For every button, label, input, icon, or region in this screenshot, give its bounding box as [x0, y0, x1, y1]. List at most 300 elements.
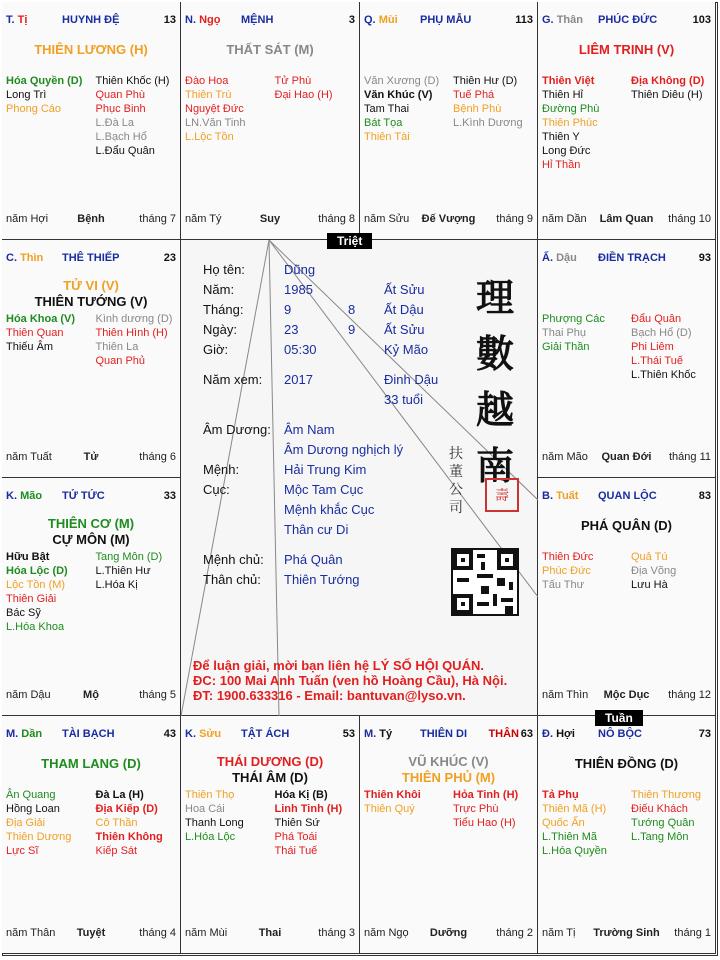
- contact-info: [193, 658, 507, 703]
- amduong-label: Âm Dương:: [203, 422, 271, 437]
- year-branch: năm Tuất: [6, 451, 52, 463]
- main-star: THIÊN ĐỒNG (D): [574, 756, 679, 771]
- lunar-month: tháng 6: [139, 451, 176, 463]
- star: Hoa Cái: [185, 803, 225, 815]
- palace-header: [542, 14, 711, 28]
- star: Thiên Khôi: [364, 789, 421, 801]
- star: Bệnh Phù: [453, 103, 502, 115]
- palace-header: [6, 252, 176, 266]
- palace-header: [6, 728, 176, 742]
- amduong-note: Âm Dương nghịch lý: [284, 442, 404, 457]
- palace-footer: [542, 451, 711, 465]
- palace-dau[interactable]: [538, 240, 716, 478]
- star: Lực Sĩ: [6, 845, 39, 857]
- star: Đào Hoa: [185, 75, 229, 87]
- view-year-canchi: Đinh Dậu: [384, 372, 439, 387]
- palace-can: Đ.: [542, 728, 553, 740]
- palace-name: TỬ TỨC: [62, 490, 105, 502]
- star: Thiên Diêu (H): [631, 89, 703, 101]
- minor-stars-left: [542, 312, 605, 354]
- palace-can: T.: [6, 14, 15, 26]
- star: Tam Thai: [364, 103, 410, 115]
- star: Đẩu Quân: [631, 313, 682, 325]
- life-stage: Trường Sinh: [593, 927, 660, 939]
- lunar-month: tháng 10: [668, 213, 711, 225]
- qr-code[interactable]: [451, 548, 519, 616]
- palace-footer: [364, 213, 533, 227]
- minor-stars-left: [6, 550, 68, 634]
- star: Thiên Quý: [364, 803, 415, 815]
- palace-footer: [6, 451, 176, 465]
- minor-stars-right: [275, 74, 333, 102]
- cuc-value: Mộc Tam Cục: [284, 482, 364, 497]
- star: L.Thái Tuế: [631, 355, 683, 367]
- star: Quan Phủ: [95, 355, 146, 367]
- year-branch: năm Dần: [542, 213, 587, 225]
- star: Lưu Hà: [631, 579, 668, 591]
- life-stage: Dưỡng: [429, 927, 468, 939]
- palace-header: [364, 14, 533, 28]
- palace-header: [185, 14, 355, 28]
- day-lunar: 9: [348, 322, 356, 337]
- palace-chi: Hợi: [556, 728, 575, 740]
- star: Quả Tú: [631, 551, 668, 563]
- star: Long Đức: [542, 145, 591, 157]
- palace-name: TÀI BẠCH: [62, 728, 115, 740]
- star: Đường Phù: [542, 103, 600, 115]
- star: Phá Toái: [274, 831, 318, 843]
- star: Địa Giải: [6, 817, 46, 829]
- year-branch: năm Ngọ: [364, 927, 409, 939]
- main-star: LIÊM TRINH (V): [578, 42, 675, 57]
- life-stage: Lâm Quan: [599, 213, 654, 225]
- star: Điếu Khách: [631, 803, 688, 815]
- main-star: THAM LANG (D): [41, 756, 141, 771]
- star: Tả Phụ: [542, 789, 579, 801]
- minor-stars-left: [6, 788, 71, 858]
- main-star: THIÊN PHỦ (M): [401, 770, 496, 785]
- center-panel: [181, 240, 538, 716]
- star: Tuế Phá: [453, 89, 495, 101]
- star: Đại Hao (H): [274, 89, 333, 101]
- star: LN.Văn Tinh: [185, 117, 246, 129]
- main-star: THIÊN LƯƠNG (H): [34, 42, 148, 57]
- star: Thiếu Âm: [6, 341, 54, 353]
- minor-stars-right: [96, 312, 173, 368]
- star: Thiên Phúc: [542, 117, 598, 129]
- palace-can: C.: [6, 252, 17, 264]
- star: L.Đà La: [95, 117, 135, 129]
- life-stage: Đế Vượng: [421, 213, 476, 225]
- main-star: VŨ KHÚC (V): [408, 754, 489, 769]
- palace-can: B.: [542, 490, 553, 502]
- year-branch: năm Thân: [6, 927, 56, 939]
- minor-stars-right: [453, 74, 523, 130]
- star: L.Thiên Hư: [95, 565, 151, 577]
- star: Bác Sỹ: [6, 607, 41, 619]
- minor-stars-right: [96, 788, 163, 858]
- palace-can: K.: [6, 490, 17, 502]
- age-value: 33 tuổi: [384, 392, 424, 407]
- star: Kiếp Sát: [95, 845, 138, 857]
- year-label: Năm:: [203, 282, 235, 297]
- amduong-value: Âm Nam: [284, 422, 335, 437]
- palace-thin[interactable]: [2, 240, 181, 478]
- palace-name: TẬT ÁCH: [241, 728, 290, 740]
- month-canchi: Ất Dậu: [384, 302, 424, 317]
- year-branch: năm Dậu: [6, 689, 51, 701]
- star: Thiên Quan: [6, 327, 64, 339]
- main-star: THIÊN CƠ (M): [47, 516, 135, 531]
- palace-ngo[interactable]: [181, 2, 360, 240]
- menhchu-value: Phá Quân: [284, 552, 343, 567]
- star: L.Kình Dương: [453, 117, 523, 129]
- minor-stars-right: [453, 788, 518, 830]
- palace-header: [364, 728, 533, 742]
- month-lunar: 8: [348, 302, 356, 317]
- life-stage: Thai: [258, 927, 282, 939]
- palace-can: K.: [185, 728, 196, 740]
- palace-footer: [185, 927, 355, 941]
- palace-number: 33: [163, 490, 176, 502]
- star: Thiên Khốc (H): [95, 75, 170, 87]
- palace-name: HUYNH ĐỆ: [62, 14, 120, 26]
- palace-header: [542, 490, 711, 504]
- star: Hóa Quyền (D): [6, 75, 83, 87]
- palace-name: THÊ THIẾP: [62, 252, 120, 264]
- minor-stars-left: [364, 788, 421, 816]
- contact-line-3: ĐT: 1900.633316 - Email: bantuvan@lyso.vn.: [193, 688, 466, 703]
- palace-name: QUAN LỘC: [598, 490, 657, 502]
- star: Cô Thần: [95, 817, 138, 829]
- palace-footer: [542, 689, 711, 703]
- palace-name: ĐIỀN TRẠCH: [598, 252, 666, 264]
- palace-chi: Mùi: [378, 14, 398, 26]
- palace-chi: Dậu: [556, 252, 577, 264]
- thanchu-value: Thiên Tướng: [284, 572, 360, 587]
- palace-footer: [364, 927, 533, 941]
- palace-number: 83: [698, 490, 711, 502]
- palace-chi: Tị: [17, 14, 28, 26]
- minor-stars-right: [631, 74, 704, 102]
- life-stage: Tuyệt: [76, 927, 106, 939]
- year-branch: năm Mùi: [185, 927, 228, 939]
- view-year-label: Năm xem:: [203, 372, 263, 387]
- view-year-value: 2017: [284, 372, 313, 387]
- minor-stars-left: [6, 74, 82, 116]
- star: Thiên Tài: [364, 131, 410, 143]
- palace-footer: [6, 689, 176, 703]
- palace-ti[interactable]: [2, 2, 181, 240]
- palace-name: PHÚC ĐỨC: [598, 14, 658, 26]
- palace-number: 103: [692, 14, 711, 26]
- minor-stars-right: [631, 312, 696, 382]
- name-value: Dũng: [284, 262, 316, 277]
- contact-line-2: ĐC: 100 Mai Anh Tuấn (ven hồ Hoàng Cầu), Hà Nội.: [193, 673, 508, 688]
- star: Phúc Đức: [542, 565, 591, 577]
- star: Hỉ Thần: [542, 159, 581, 171]
- lunar-month: tháng 3: [318, 927, 355, 939]
- star: Tử Phù: [274, 75, 312, 87]
- star: Hỏa Tinh (H): [453, 789, 519, 801]
- lunar-month: tháng 7: [139, 213, 176, 225]
- minor-stars-left: [542, 550, 593, 592]
- star: Phi Liêm: [631, 341, 674, 353]
- month-label: Tháng:: [203, 302, 244, 317]
- main-star: THẤT SÁT (M): [226, 42, 314, 57]
- palace-header: [6, 490, 176, 504]
- palace-can: M.: [6, 728, 19, 740]
- year-branch: năm Hợi: [6, 213, 49, 225]
- star: Lộc Tồn (M): [6, 579, 66, 591]
- main-star: PHÁ QUÂN (D): [581, 518, 672, 533]
- main-star: THIÊN TƯỚNG (V): [34, 294, 148, 309]
- star: Quan Phù: [95, 89, 146, 101]
- palace-header: [6, 14, 176, 28]
- palace-hoi[interactable]: [538, 716, 716, 954]
- star: Phục Binh: [95, 103, 146, 115]
- hour-label: Giờ:: [203, 342, 229, 357]
- palace-chi: Tuất: [556, 490, 579, 502]
- main-star: THÁI DƯƠNG (D): [216, 754, 324, 769]
- palace-can: G.: [542, 14, 554, 26]
- palace-number: 3: [348, 14, 355, 26]
- cuc-label: Cục:: [203, 482, 230, 497]
- year-canchi: Ất Sửu: [384, 282, 425, 297]
- star: L.Hóa Khoa: [6, 621, 65, 633]
- palace-number: 43: [163, 728, 176, 740]
- palace-mui[interactable]: [360, 2, 538, 240]
- star: Thiên Không: [95, 831, 163, 843]
- star: L.Bạch Hổ: [95, 131, 147, 143]
- life-stage: Bệnh: [77, 213, 105, 225]
- palace-footer: [6, 927, 176, 941]
- palace-chi: Ngọ: [199, 14, 221, 26]
- menh-value: Hải Trung Kim: [284, 462, 367, 477]
- star: Thiên Hình (H): [95, 327, 168, 339]
- life-stage: Mộc Dục: [603, 689, 650, 701]
- palace-chi: Thân: [556, 14, 583, 26]
- palace-name: THIÊN DI: [420, 728, 468, 740]
- year-branch: năm Tị: [542, 927, 576, 939]
- palace-tuat[interactable]: [538, 478, 716, 716]
- star: Thái Tuế: [274, 845, 318, 857]
- red-seal: 壽: [485, 478, 519, 512]
- thanchu-label: Thân chủ:: [203, 572, 261, 587]
- menh-label: Mệnh:: [203, 462, 240, 477]
- palace-can: Ấ.: [542, 252, 553, 264]
- palace-header: [185, 728, 355, 742]
- palace-dan[interactable]: [2, 716, 181, 954]
- palace-number: 93: [698, 252, 711, 264]
- palace-header: [542, 252, 711, 266]
- minor-stars-right: [631, 550, 676, 592]
- minor-stars-left: [185, 788, 244, 844]
- minor-stars-left: [542, 74, 599, 172]
- star: Hồng Loan: [6, 803, 60, 815]
- star: Kình dương (D): [95, 313, 173, 325]
- palace-than[interactable]: [538, 2, 716, 240]
- star: Bát Tọa: [364, 117, 403, 129]
- palace-can: N.: [185, 14, 196, 26]
- star: Nguyệt Đức: [185, 103, 244, 115]
- minor-stars-right: [275, 788, 343, 858]
- year-branch: năm Sửu: [364, 213, 410, 225]
- lunar-month: tháng 5: [139, 689, 176, 701]
- year-branch: năm Thìn: [542, 689, 589, 701]
- star: Phượng Các: [542, 313, 605, 325]
- star: L.Tang Môn: [631, 831, 689, 843]
- star: Thiên La: [95, 341, 139, 353]
- palace-footer: [542, 213, 711, 227]
- name-label: Họ tên:: [203, 262, 245, 277]
- star: Địa Kiếp (D): [95, 803, 158, 815]
- star: Tang Môn (D): [95, 551, 163, 563]
- star: Ân Quang: [6, 789, 56, 801]
- lunar-month: tháng 4: [139, 927, 176, 939]
- star: Địa Võng: [631, 565, 677, 577]
- lunar-month: tháng 2: [496, 927, 533, 939]
- contact-line-1: Để luận giải, mời bạn liên hệ LÝ SỐ HỘI QUÁN.: [193, 658, 484, 673]
- palace-chi: Tý: [379, 728, 393, 740]
- year-branch: năm Tý: [185, 213, 222, 225]
- star: Thiên Sứ: [274, 817, 320, 829]
- minor-stars-left: [364, 74, 439, 144]
- triet-marker: Triệt: [327, 233, 372, 249]
- star: Tấu Thư: [542, 579, 585, 591]
- palace-footer: [542, 927, 711, 941]
- life-stage: Mộ: [83, 689, 99, 701]
- star: Hóa Khoa (V): [6, 313, 76, 325]
- palace-name: PHỤ MẪU: [420, 14, 472, 26]
- life-stage: Quan Đới: [601, 451, 652, 463]
- hour-value: 05:30: [284, 342, 317, 357]
- star: Hữu Bật: [6, 551, 50, 563]
- star: L.Lộc Tồn: [185, 131, 234, 143]
- star: L.Hóa Quyền: [542, 845, 607, 857]
- star: Hóa Lộc (D): [6, 565, 68, 577]
- star: L.Thiên Mã: [542, 831, 598, 843]
- hour-canchi: Kỷ Mão: [384, 342, 429, 357]
- star: Hóa Kị (B): [274, 789, 328, 801]
- minor-stars-left: [542, 788, 607, 858]
- palace-can: M.: [364, 728, 377, 740]
- seal-text: 扶 董 公 司: [449, 446, 463, 516]
- minor-stars-right: [631, 788, 701, 844]
- star: Thanh Long: [185, 817, 244, 829]
- star: Thai Phụ: [542, 327, 587, 339]
- palace-chi: Thìn: [20, 252, 44, 264]
- palace-suu[interactable]: [181, 716, 360, 954]
- star: Văn Xương (D): [364, 75, 440, 87]
- than-marker: THÂN: [488, 728, 519, 740]
- star: Thiên Y: [542, 131, 580, 143]
- life-stage: Suy: [259, 213, 281, 225]
- palace-header: [542, 728, 711, 742]
- day-label: Ngày:: [203, 322, 237, 337]
- lunar-month: tháng 8: [318, 213, 355, 225]
- star: Thiên Đức: [542, 551, 594, 563]
- calligraphy-logo: 理 數 越 南: [475, 275, 514, 488]
- star: Tướng Quân: [631, 817, 695, 829]
- star: L.Thiên Khốc: [631, 369, 696, 381]
- day-value: 23: [284, 322, 299, 337]
- palace-ty[interactable]: [360, 716, 538, 954]
- palace-number: 23: [163, 252, 176, 264]
- lunar-month: tháng 9: [496, 213, 533, 225]
- minor-stars-left: [185, 74, 246, 144]
- palace-chi: Mão: [20, 490, 43, 502]
- star: L.Hóa Kị: [95, 579, 138, 591]
- star: Thiên Giải: [6, 593, 57, 605]
- star: Trực Phù: [453, 803, 499, 815]
- cuc-relation: Mệnh khắc Cục: [284, 502, 375, 517]
- star: Phong Cáo: [6, 103, 62, 115]
- palace-number: 113: [515, 14, 533, 26]
- palace-number: 63: [520, 728, 533, 740]
- than-position: Thân cư Di: [284, 522, 349, 537]
- lunar-month: tháng 1: [674, 927, 711, 939]
- menhchu-label: Mệnh chủ:: [203, 552, 264, 567]
- main-star: THÁI ÂM (D): [232, 770, 308, 785]
- star: Thiên Trù: [185, 89, 232, 101]
- lunar-month: tháng 12: [668, 689, 711, 701]
- star: Long Trì: [6, 89, 47, 101]
- star: Thiên Mã (H): [542, 803, 607, 815]
- star: Văn Khúc (V): [364, 89, 433, 101]
- minor-stars-left: [6, 312, 75, 354]
- star: Thiên Thương: [631, 789, 702, 801]
- star: Quốc Ấn: [542, 817, 585, 829]
- palace-name: NÔ BỘC: [598, 728, 642, 740]
- star: Thiên Hư (D): [453, 75, 518, 87]
- tuan-marker: Tuần: [595, 710, 643, 726]
- star: L.Hóa Lộc: [185, 831, 236, 843]
- life-stage: Tử: [83, 451, 99, 463]
- main-star: TỬ VI (V): [63, 278, 119, 293]
- palace-number: 53: [342, 728, 355, 740]
- main-star: CỰ MÔN (M): [52, 532, 130, 547]
- palace-footer: [185, 213, 355, 227]
- palace-can: Q.: [364, 14, 376, 26]
- palace-number: 73: [698, 728, 711, 740]
- day-canchi: Ất Sửu: [384, 322, 425, 337]
- star: L.Đẩu Quân: [95, 145, 155, 157]
- palace-footer: [6, 213, 176, 227]
- lunar-month: tháng 11: [668, 451, 711, 463]
- minor-stars-right: [96, 550, 163, 592]
- minor-stars-right: [96, 74, 170, 158]
- star: Địa Không (D): [631, 75, 705, 87]
- palace-mao[interactable]: [2, 478, 181, 716]
- year-branch: năm Mão: [542, 451, 588, 463]
- star: Thiên Hỉ: [542, 89, 583, 101]
- month-value: 9: [284, 302, 292, 317]
- star: Thiên Dương: [6, 831, 72, 843]
- palace-number: 13: [163, 14, 176, 26]
- star: Giải Thần: [542, 341, 590, 353]
- palace-chi: Sửu: [199, 728, 222, 740]
- star: Tiểu Hao (H): [453, 817, 516, 829]
- palace-name: MỆNH: [241, 14, 274, 26]
- star: Thiên Việt: [542, 75, 595, 87]
- star: Đà La (H): [95, 789, 144, 801]
- year-value: 1985: [284, 282, 313, 297]
- palace-chi: Dần: [21, 728, 43, 740]
- star: Linh Tinh (H): [274, 803, 343, 815]
- star: Bạch Hổ (D): [631, 327, 692, 339]
- star: Thiên Thọ: [185, 789, 235, 801]
